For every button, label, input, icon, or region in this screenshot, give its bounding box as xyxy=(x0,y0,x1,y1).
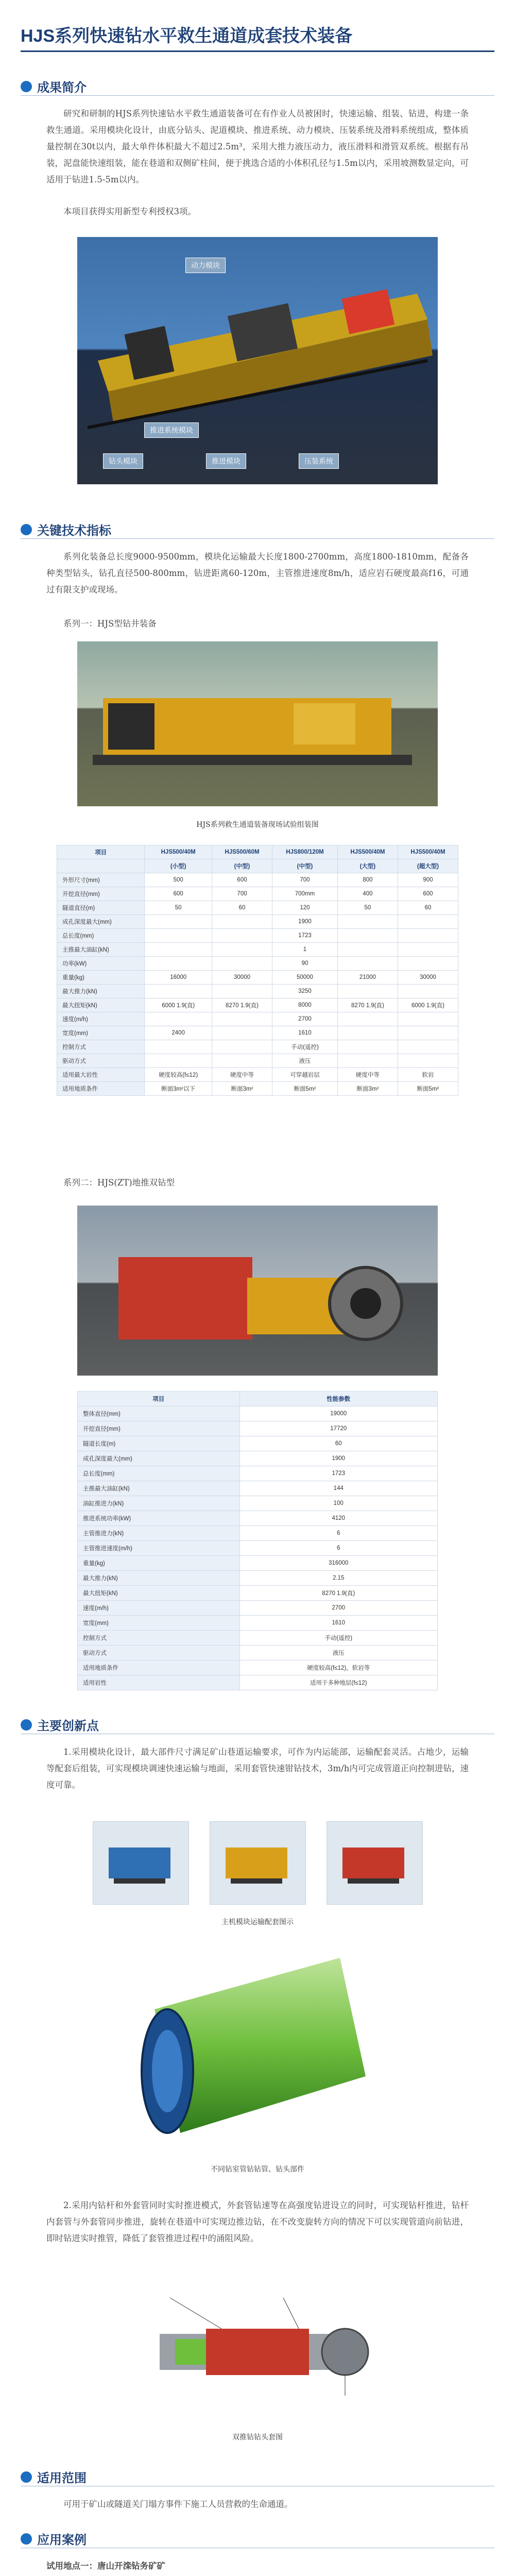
table-cell: 60 xyxy=(212,901,272,915)
table-cell: 2.15 xyxy=(239,1571,437,1586)
module-photo-2 xyxy=(210,1821,306,1905)
table-param-name: 适用地质条件 xyxy=(57,1082,145,1096)
spec-table-1-header xyxy=(57,845,458,859)
series1-label: 系列一：HJS型钻井装备 xyxy=(63,619,157,629)
table-cell: 1610 xyxy=(272,1026,338,1040)
title-rule xyxy=(21,50,494,52)
section-title-intro: 成果简介 xyxy=(37,81,87,95)
tube-caption: 不同钻室管钻钻管、钻头部件 xyxy=(211,2165,304,2174)
table-cell: 适用于多种地层(f≤12) xyxy=(239,1675,437,1690)
section-rule xyxy=(21,95,494,96)
table-param-name: 速度(m/h) xyxy=(78,1601,240,1616)
label-press-system: 压装系统 xyxy=(299,453,339,469)
table-row xyxy=(57,998,458,1012)
table-cell: 700mm xyxy=(272,887,338,901)
table-cell: 50000 xyxy=(272,971,338,985)
table-param-name: 重量(kg) xyxy=(78,1556,240,1571)
table-subheader xyxy=(57,859,145,873)
table-cell xyxy=(398,1012,458,1026)
section-bullet-icon xyxy=(21,2471,32,2483)
section-header-intro xyxy=(21,77,87,95)
label-push-module: 推进模块 xyxy=(206,453,246,469)
table-cell: 硬度中等 xyxy=(212,1068,272,1082)
module-photo-2-svg xyxy=(210,1822,305,1904)
case1-title: 试用地点一：唐山开滦钻务矿矿 xyxy=(46,2561,165,2571)
section-header-cases xyxy=(21,2530,87,2548)
drill-bit-svg xyxy=(129,2277,386,2427)
table-cell: 液压 xyxy=(272,1054,338,1068)
table-cell: 700 xyxy=(212,887,272,901)
table-param-name: 宽度(mm) xyxy=(57,1026,145,1040)
table-cell: 2400 xyxy=(145,1026,212,1040)
table-subheader: (小型) xyxy=(145,859,212,873)
table-row xyxy=(78,1571,438,1586)
table-cell xyxy=(145,1012,212,1026)
table-cell xyxy=(337,943,398,957)
table-param-name: 控制方式 xyxy=(57,1040,145,1054)
spec-table-2 xyxy=(77,1391,438,1690)
table-cell xyxy=(212,929,272,943)
table-row xyxy=(78,1646,438,1660)
table-cell xyxy=(398,1054,458,1068)
table-row xyxy=(57,943,458,957)
section-header-specs xyxy=(21,520,111,538)
table-cell: 400 xyxy=(337,887,398,901)
intro-paragraph: 研究和研制的HJS系列快速钻水平救生通道装备可在有作业人员被困时，快速运输、组装、钻进，构建一条救生通道。采用模块化设计，由底分钻头、泥道模块、推进系统、动力模块、压装系统及滑料系统组成，整体质量控制在30t以内，最大单件体积最大不超过2.5m³，采用大推力液压动力，液压滑料和滑管双系统。根据有吊装，泥盘能快速组装，能在巷道和双侧矿柱间，便于挑选合适的小体积孔径与1.5m以内，采用坡测数显定向，可适用于钻进1.5-5m以内。 xyxy=(46,109,469,184)
table-param-name: 隧道长度(m) xyxy=(78,1436,240,1451)
table-cell xyxy=(212,1054,272,1068)
table-param-name: 总长度(mm) xyxy=(57,929,145,943)
table-cell: 19000 xyxy=(239,1406,437,1421)
table-cell: 600 xyxy=(145,887,212,901)
table-cell xyxy=(212,985,272,998)
table-param-name: 整体直径(mm) xyxy=(78,1406,240,1421)
table-cell: 60 xyxy=(239,1436,437,1451)
table-cell: 8000 xyxy=(272,998,338,1012)
table-cell xyxy=(212,1040,272,1054)
series2-photo-svg xyxy=(77,1206,438,1376)
table-row xyxy=(57,1040,458,1054)
innovation-paragraph-1: 1.采用模块化设计，最大部件尺寸满足矿山巷道运输要求，可作为内运能部，运输配套灵活。占地少，运输等配套后组装，可实现模块调速快速运输与地面，采用套管快速钳钻技术，3m/h内可完成管道正向控制进钻，速度可靠。 xyxy=(46,1747,469,1790)
table-cell xyxy=(398,915,458,929)
table-row xyxy=(57,1026,458,1040)
table-cell: 断面5m² xyxy=(272,1082,338,1096)
table-row xyxy=(57,1068,458,1082)
table-cell xyxy=(212,915,272,929)
table-row xyxy=(78,1421,438,1436)
table-cell: 50 xyxy=(145,901,212,915)
table-cell: 316000 xyxy=(239,1556,437,1571)
table-row xyxy=(57,1054,458,1068)
spec-table-1 xyxy=(57,845,458,1096)
table-cell xyxy=(398,1026,458,1040)
table-cell: 600 xyxy=(398,887,458,901)
table-cell: 1900 xyxy=(272,915,338,929)
table-header: HJS500/40M xyxy=(337,845,398,859)
section-rule xyxy=(21,538,494,539)
table-row xyxy=(78,1601,438,1616)
table-param-name: 驱动方式 xyxy=(57,1054,145,1068)
table-cell: 1610 xyxy=(239,1616,437,1631)
table-cell: 900 xyxy=(398,873,458,887)
table-param-name: 最大推力(kN) xyxy=(57,985,145,998)
table-row xyxy=(57,985,458,998)
table-row xyxy=(78,1526,438,1541)
table-param-name: 主管推进力(kN) xyxy=(78,1526,240,1541)
section-bullet-icon xyxy=(21,524,32,535)
series1-photo-svg xyxy=(77,641,438,806)
table-cell: 600 xyxy=(212,873,272,887)
table-cell: 断面3m²以下 xyxy=(145,1082,212,1096)
series1-photo xyxy=(77,641,438,806)
table-cell: 硬度较高(f≤12)，软岩等 xyxy=(239,1660,437,1675)
innovation-paragraph-2: 2.采用内钻杆和外套管同时实时推进模式，外套管钻速等在高强度钻进设立的同时，可实现钻杆推进，钻杆内套管与外套管同步推进，旋转在巷道中可实现边推边钻，在不改变旋转方向的情况下可以实现管道向前钻进，即时钻进实时推管，降低了套管推进过程中的涌阻风险。 xyxy=(46,2200,469,2243)
table-row xyxy=(78,1556,438,1571)
table-cell: 500 xyxy=(145,873,212,887)
table-row xyxy=(78,1511,438,1526)
table-cell: 8270 1.9(直) xyxy=(239,1586,437,1601)
table-cell: 1900 xyxy=(239,1451,437,1466)
table-param-name: 适用岩性 xyxy=(78,1675,240,1690)
table-subheader: (中型) xyxy=(272,859,338,873)
table-row xyxy=(57,1082,458,1096)
table-cell: 16000 xyxy=(145,971,212,985)
table-row xyxy=(78,1660,438,1675)
table-param-name: 重量(kg) xyxy=(57,971,145,985)
table-cell xyxy=(337,915,398,929)
tube-render xyxy=(124,1947,391,2154)
table-cell xyxy=(398,943,458,957)
table-cell xyxy=(337,1054,398,1068)
table-param-name: 主推最大油缸(kN) xyxy=(57,943,145,957)
module-photo-3-svg xyxy=(327,1822,422,1904)
table-cell xyxy=(145,943,212,957)
table-param-name: 最大推力(kN) xyxy=(78,1571,240,1586)
table-cell xyxy=(398,985,458,998)
table-cell: 1723 xyxy=(272,929,338,943)
table-cell: 90 xyxy=(272,957,338,971)
series2-photo xyxy=(77,1206,438,1376)
table-param-name: 驱动方式 xyxy=(78,1646,240,1660)
series2-label: 系列二：HJS(ZT)地推双钻型 xyxy=(63,1178,175,1188)
table-cell: 断面5m² xyxy=(398,1082,458,1096)
table-param-name: 成孔深度最大(mm) xyxy=(57,915,145,929)
table-cell: 60 xyxy=(398,901,458,915)
table-cell xyxy=(212,957,272,971)
scope-paragraph: 可用于矿山或隧道关门塌方事件下施工人员营救的生命通道。 xyxy=(63,2499,293,2509)
table-cell: 17720 xyxy=(239,1421,437,1436)
table-cell xyxy=(337,1026,398,1040)
table-param-name: 推进系统功率(kW) xyxy=(78,1511,240,1526)
table-param-name: 主管推进速度(m/h) xyxy=(78,1541,240,1556)
table-cell xyxy=(145,915,212,929)
page-title: HJS系列快速钻水平救生通道成套技术装备 xyxy=(21,26,353,46)
table-cell xyxy=(212,943,272,957)
table-cell: 6 xyxy=(239,1541,437,1556)
specs-paragraph: 系列化装备总长度9000-9500mm，模块化运输最大长度1800-2700mm，高度1800-1810mm，配备各种类型钻头，钻孔直径500-800mm，钻进距离60-120m，主管推进速度8m/h，适应岩石硬度最高f16，可通过有限支护或现场。 xyxy=(46,552,469,595)
table-param-name: 开挖直径(mm) xyxy=(78,1421,240,1436)
table-cell xyxy=(337,929,398,943)
table-cell: 100 xyxy=(239,1496,437,1511)
table-cell xyxy=(145,1054,212,1068)
section-bullet-icon xyxy=(21,81,32,92)
table-row xyxy=(57,957,458,971)
table-cell: 144 xyxy=(239,1481,437,1496)
table-param-name: 宽度(mm) xyxy=(78,1616,240,1631)
table-cell: 液压 xyxy=(239,1646,437,1660)
table-row xyxy=(78,1496,438,1511)
table-row xyxy=(57,873,458,887)
table-cell: 8270 1.9(直) xyxy=(337,998,398,1012)
table-cell: 可穿越岩层 xyxy=(272,1068,338,1082)
table-param-name: 成孔深度最大(mm) xyxy=(78,1451,240,1466)
table-cell: 硬度中等 xyxy=(337,1068,398,1082)
section-title-cases: 应用案例 xyxy=(37,2533,87,2547)
table-row xyxy=(57,929,458,943)
table-cell xyxy=(212,1012,272,1026)
table-param-name: 控制方式 xyxy=(78,1631,240,1646)
table-param-name: 适用地质条件 xyxy=(78,1660,240,1675)
table-cell: 断面3m² xyxy=(212,1082,272,1096)
table-cell xyxy=(398,929,458,943)
table-cell: 6000 1.9(直) xyxy=(145,998,212,1012)
table-cell: 4120 xyxy=(239,1511,437,1526)
table-cell: 手动(遥控) xyxy=(239,1631,437,1646)
table-param-name: 适用最大岩性 xyxy=(57,1068,145,1082)
table-cell: 21000 xyxy=(337,971,398,985)
table-param-name: 最大扭矩(kN) xyxy=(57,998,145,1012)
table-cell xyxy=(145,985,212,998)
table-row xyxy=(78,1586,438,1601)
table-param-name: 外形尺寸(mm) xyxy=(57,873,145,887)
spec-table-1-subheader xyxy=(57,859,458,873)
table-cell xyxy=(337,1040,398,1054)
table-header: HJS500/40M xyxy=(398,845,458,859)
section-title-scope: 适用范围 xyxy=(37,2471,87,2485)
table-cell: 3250 xyxy=(272,985,338,998)
table-subheader: (大型) xyxy=(337,859,398,873)
modules-caption: 主机模块运输配套图示 xyxy=(221,1918,294,1926)
table-row xyxy=(78,1466,438,1481)
table-cell xyxy=(337,957,398,971)
label-push-system: 推进系统模块 xyxy=(144,422,199,438)
table-param-name: 开挖直径(mm) xyxy=(57,887,145,901)
table-row xyxy=(78,1541,438,1556)
table-cell: 1 xyxy=(272,943,338,957)
table-cell: 50 xyxy=(337,901,398,915)
table-param-name: 油缸推进力(kN) xyxy=(78,1496,240,1511)
table-cell: 6 xyxy=(239,1526,437,1541)
label-power-module: 动力模块 xyxy=(185,258,226,273)
table-cell: 1723 xyxy=(239,1466,437,1481)
table-row xyxy=(78,1675,438,1690)
module-photo-1 xyxy=(93,1821,189,1905)
equipment-diagram-photo xyxy=(77,237,438,484)
drill-bit-caption: 双推钻钻头套图 xyxy=(232,2433,283,2442)
section-bullet-icon xyxy=(21,1719,32,1731)
table-row xyxy=(78,1616,438,1631)
table-cell: 800 xyxy=(337,873,398,887)
table-cell xyxy=(212,1026,272,1040)
table-row xyxy=(57,1012,458,1026)
drill-bit-diagram xyxy=(129,2277,386,2427)
table-cell xyxy=(337,1012,398,1026)
table-header: HJS500/60M xyxy=(212,845,272,859)
table-cell: 断面3m² xyxy=(337,1082,398,1096)
table-header: 项目 xyxy=(57,845,145,859)
table-row xyxy=(78,1406,438,1421)
table-param-name: 速度(m/h) xyxy=(57,1012,145,1026)
table-cell: 30000 xyxy=(398,971,458,985)
table-row xyxy=(57,971,458,985)
table-header: HJS500/40M xyxy=(145,845,212,859)
table-row xyxy=(78,1631,438,1646)
table-cell xyxy=(145,957,212,971)
section-header-innovation xyxy=(21,1716,99,1734)
table-cell xyxy=(145,1040,212,1054)
table-cell: 6000 1.9(直) xyxy=(398,998,458,1012)
spec-table-2-header xyxy=(78,1392,438,1406)
section-header-scope xyxy=(21,2468,87,2486)
table-cell xyxy=(398,957,458,971)
table-row xyxy=(57,901,458,915)
table-row xyxy=(78,1451,438,1466)
table-cell xyxy=(145,929,212,943)
series1-caption: HJS系列救生通道装备现场试验组装图 xyxy=(196,821,319,829)
table-row xyxy=(78,1436,438,1451)
table-cell: 30000 xyxy=(212,971,272,985)
module-photo-1-svg xyxy=(93,1822,188,1904)
table-cell: 2700 xyxy=(272,1012,338,1026)
table-subheader: (超大型) xyxy=(398,859,458,873)
table-cell: 8270 1.9(直) xyxy=(212,998,272,1012)
table-param-name: 最大扭矩(kN) xyxy=(78,1586,240,1601)
table-header: HJS800/120M xyxy=(272,845,338,859)
table-cell: 软岩 xyxy=(398,1068,458,1082)
table-cell: 700 xyxy=(272,873,338,887)
table-cell: 手动(遥控) xyxy=(272,1040,338,1054)
module-photo-3 xyxy=(327,1821,423,1905)
tube-render-svg xyxy=(124,1947,391,2154)
equipment-diagram-svg xyxy=(77,237,438,484)
table-param-name: 隧道直径(m) xyxy=(57,901,145,915)
table-row xyxy=(78,1481,438,1496)
table-cell xyxy=(398,1040,458,1054)
intro-paragraph-2: 本项目获得实用新型专利授权3项。 xyxy=(63,207,196,216)
table-param-name: 功率(kW) xyxy=(57,957,145,971)
table-cell: 120 xyxy=(272,901,338,915)
section-title-specs: 关键技术指标 xyxy=(37,524,111,538)
table-cell: 2700 xyxy=(239,1601,437,1616)
table-header: 项目 xyxy=(78,1392,240,1406)
table-subheader: (中型) xyxy=(212,859,272,873)
table-row xyxy=(57,887,458,901)
section-bullet-icon xyxy=(21,2533,32,2545)
label-drill-module: 钻头模块 xyxy=(103,453,143,469)
table-header: 性能参数 xyxy=(239,1392,437,1406)
table-cell xyxy=(337,985,398,998)
table-cell: 硬度较高(f≤12) xyxy=(145,1068,212,1082)
table-row xyxy=(57,915,458,929)
section-title-innovation: 主要创新点 xyxy=(37,1719,99,1733)
table-param-name: 总长度(mm) xyxy=(78,1466,240,1481)
table-param-name: 主推最大油缸(kN) xyxy=(78,1481,240,1496)
